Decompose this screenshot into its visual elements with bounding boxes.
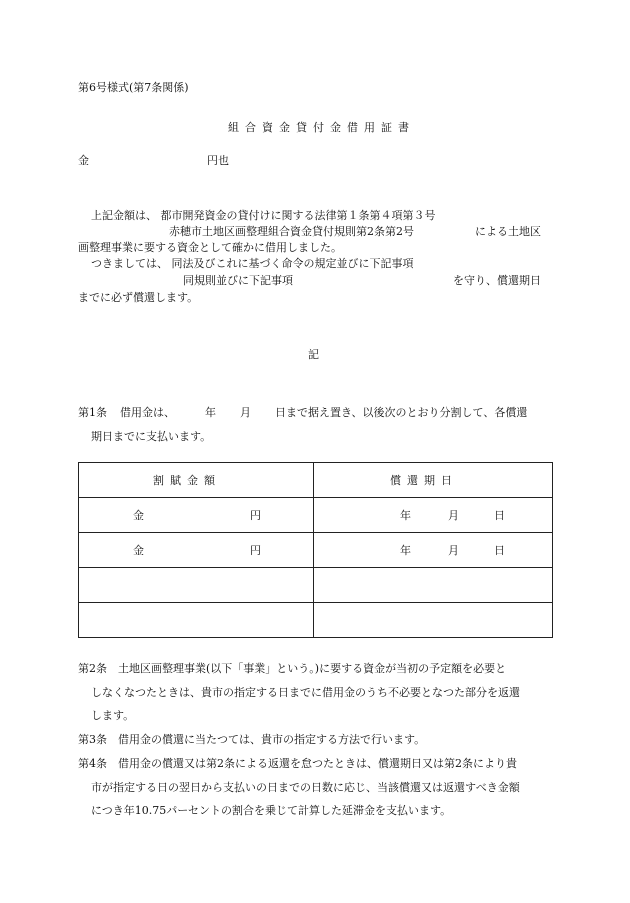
intro-line-6: までに必ず償還します。 — [78, 291, 199, 304]
form-number: 第6号様式(第7条関係) — [78, 81, 189, 94]
repayment-schedule-table — [78, 462, 553, 638]
table-row — [79, 533, 553, 568]
header-cell-amount — [79, 463, 314, 498]
article2-line-3: します。 — [91, 709, 135, 722]
header-cell-due-date — [314, 463, 553, 498]
nen-label: 年 — [400, 509, 411, 522]
table-row-empty — [79, 603, 553, 638]
amount-prefix: 金 — [78, 154, 89, 167]
table-header-row — [79, 463, 553, 498]
due-date-cell-empty — [314, 568, 553, 603]
kin-label: 金 — [133, 544, 144, 557]
article4-line-1: 第4条 借用金の償還又は第2条による返還を怠つたときは、償還期日又は第2条により貴 — [78, 757, 517, 770]
amount-cell-empty — [79, 568, 314, 603]
intro-line-3: 画整理事業に要する資金として確かに借用しました。 — [78, 241, 342, 254]
intro-line-1: 上記金額は、 都市開発資金の貸付けに関する法律第１条第４項第３号 — [91, 209, 436, 222]
table-row-empty — [79, 568, 553, 603]
intro-line-5-tail: を守り、償還期日 — [453, 274, 541, 287]
intro-line-5: 同規則並びに下記事項 — [183, 274, 293, 287]
due-date-cell — [314, 533, 553, 568]
article2-line-2: しなくなつたときは、貴市の指定する日までに借用金のうち不必要となつた部分を返還 — [91, 686, 520, 699]
tsuki-label: 月 — [448, 544, 459, 557]
ki-heading: 記 — [308, 348, 319, 361]
table-row — [79, 498, 553, 533]
tsuki-label: 月 — [448, 509, 459, 522]
article4-line-3: につき年10.75パーセントの割合を乗じて計算した延滞金を支払います。 — [91, 804, 452, 817]
amount-cell — [79, 533, 314, 568]
document-title: 組合資金貸付金借用証書 — [228, 121, 415, 134]
article3-line-1: 第3条 借用金の償還に当たつては、貴市の指定する方法で行います。 — [78, 733, 426, 746]
amount-cell — [79, 498, 314, 533]
hi-label: 日 — [494, 544, 505, 557]
intro-line-4: つきましては、 同法及びこれに基づく命令の規定並びに下記事項 — [91, 257, 414, 270]
intro-line-2-tail: による土地区 — [475, 225, 541, 238]
kin-label: 金 — [133, 509, 144, 522]
due-date-cell — [314, 498, 553, 533]
article1-text-b: 日まで据え置き、以後次のとおり分割して、各償還 — [275, 406, 528, 419]
nen-label: 年 — [400, 544, 411, 557]
amount-suffix: 円也 — [207, 154, 229, 167]
article1-month: 月 — [240, 406, 251, 419]
header-amount-label: 割賦金額 — [153, 474, 221, 487]
header-due-date-label: 償還期日 — [390, 474, 458, 487]
article2-line-1: 第2条 土地区画整理事業(以下「事業」という。)に要する資金が当初の予定額を必要と — [78, 662, 507, 675]
article1-year: 年 — [205, 406, 216, 419]
hi-label: 日 — [494, 509, 505, 522]
article4-line-2: 市が指定する日の翌日から支払いの日までの日数に応じ、当該償還又は返還すべき金額 — [91, 781, 520, 794]
article1-head: 第1条 — [78, 406, 107, 419]
intro-line-2: 赤穂市土地区画整理組合資金貸付規則第2条第2号 — [169, 225, 414, 238]
due-date-cell-empty — [314, 603, 553, 638]
article1-line-2: 期日までに支払います。 — [91, 430, 212, 443]
article1-text-a: 借用金は、 — [120, 406, 175, 419]
yen-label: 円 — [250, 544, 261, 557]
amount-cell-empty — [79, 603, 314, 638]
yen-label: 円 — [250, 509, 261, 522]
